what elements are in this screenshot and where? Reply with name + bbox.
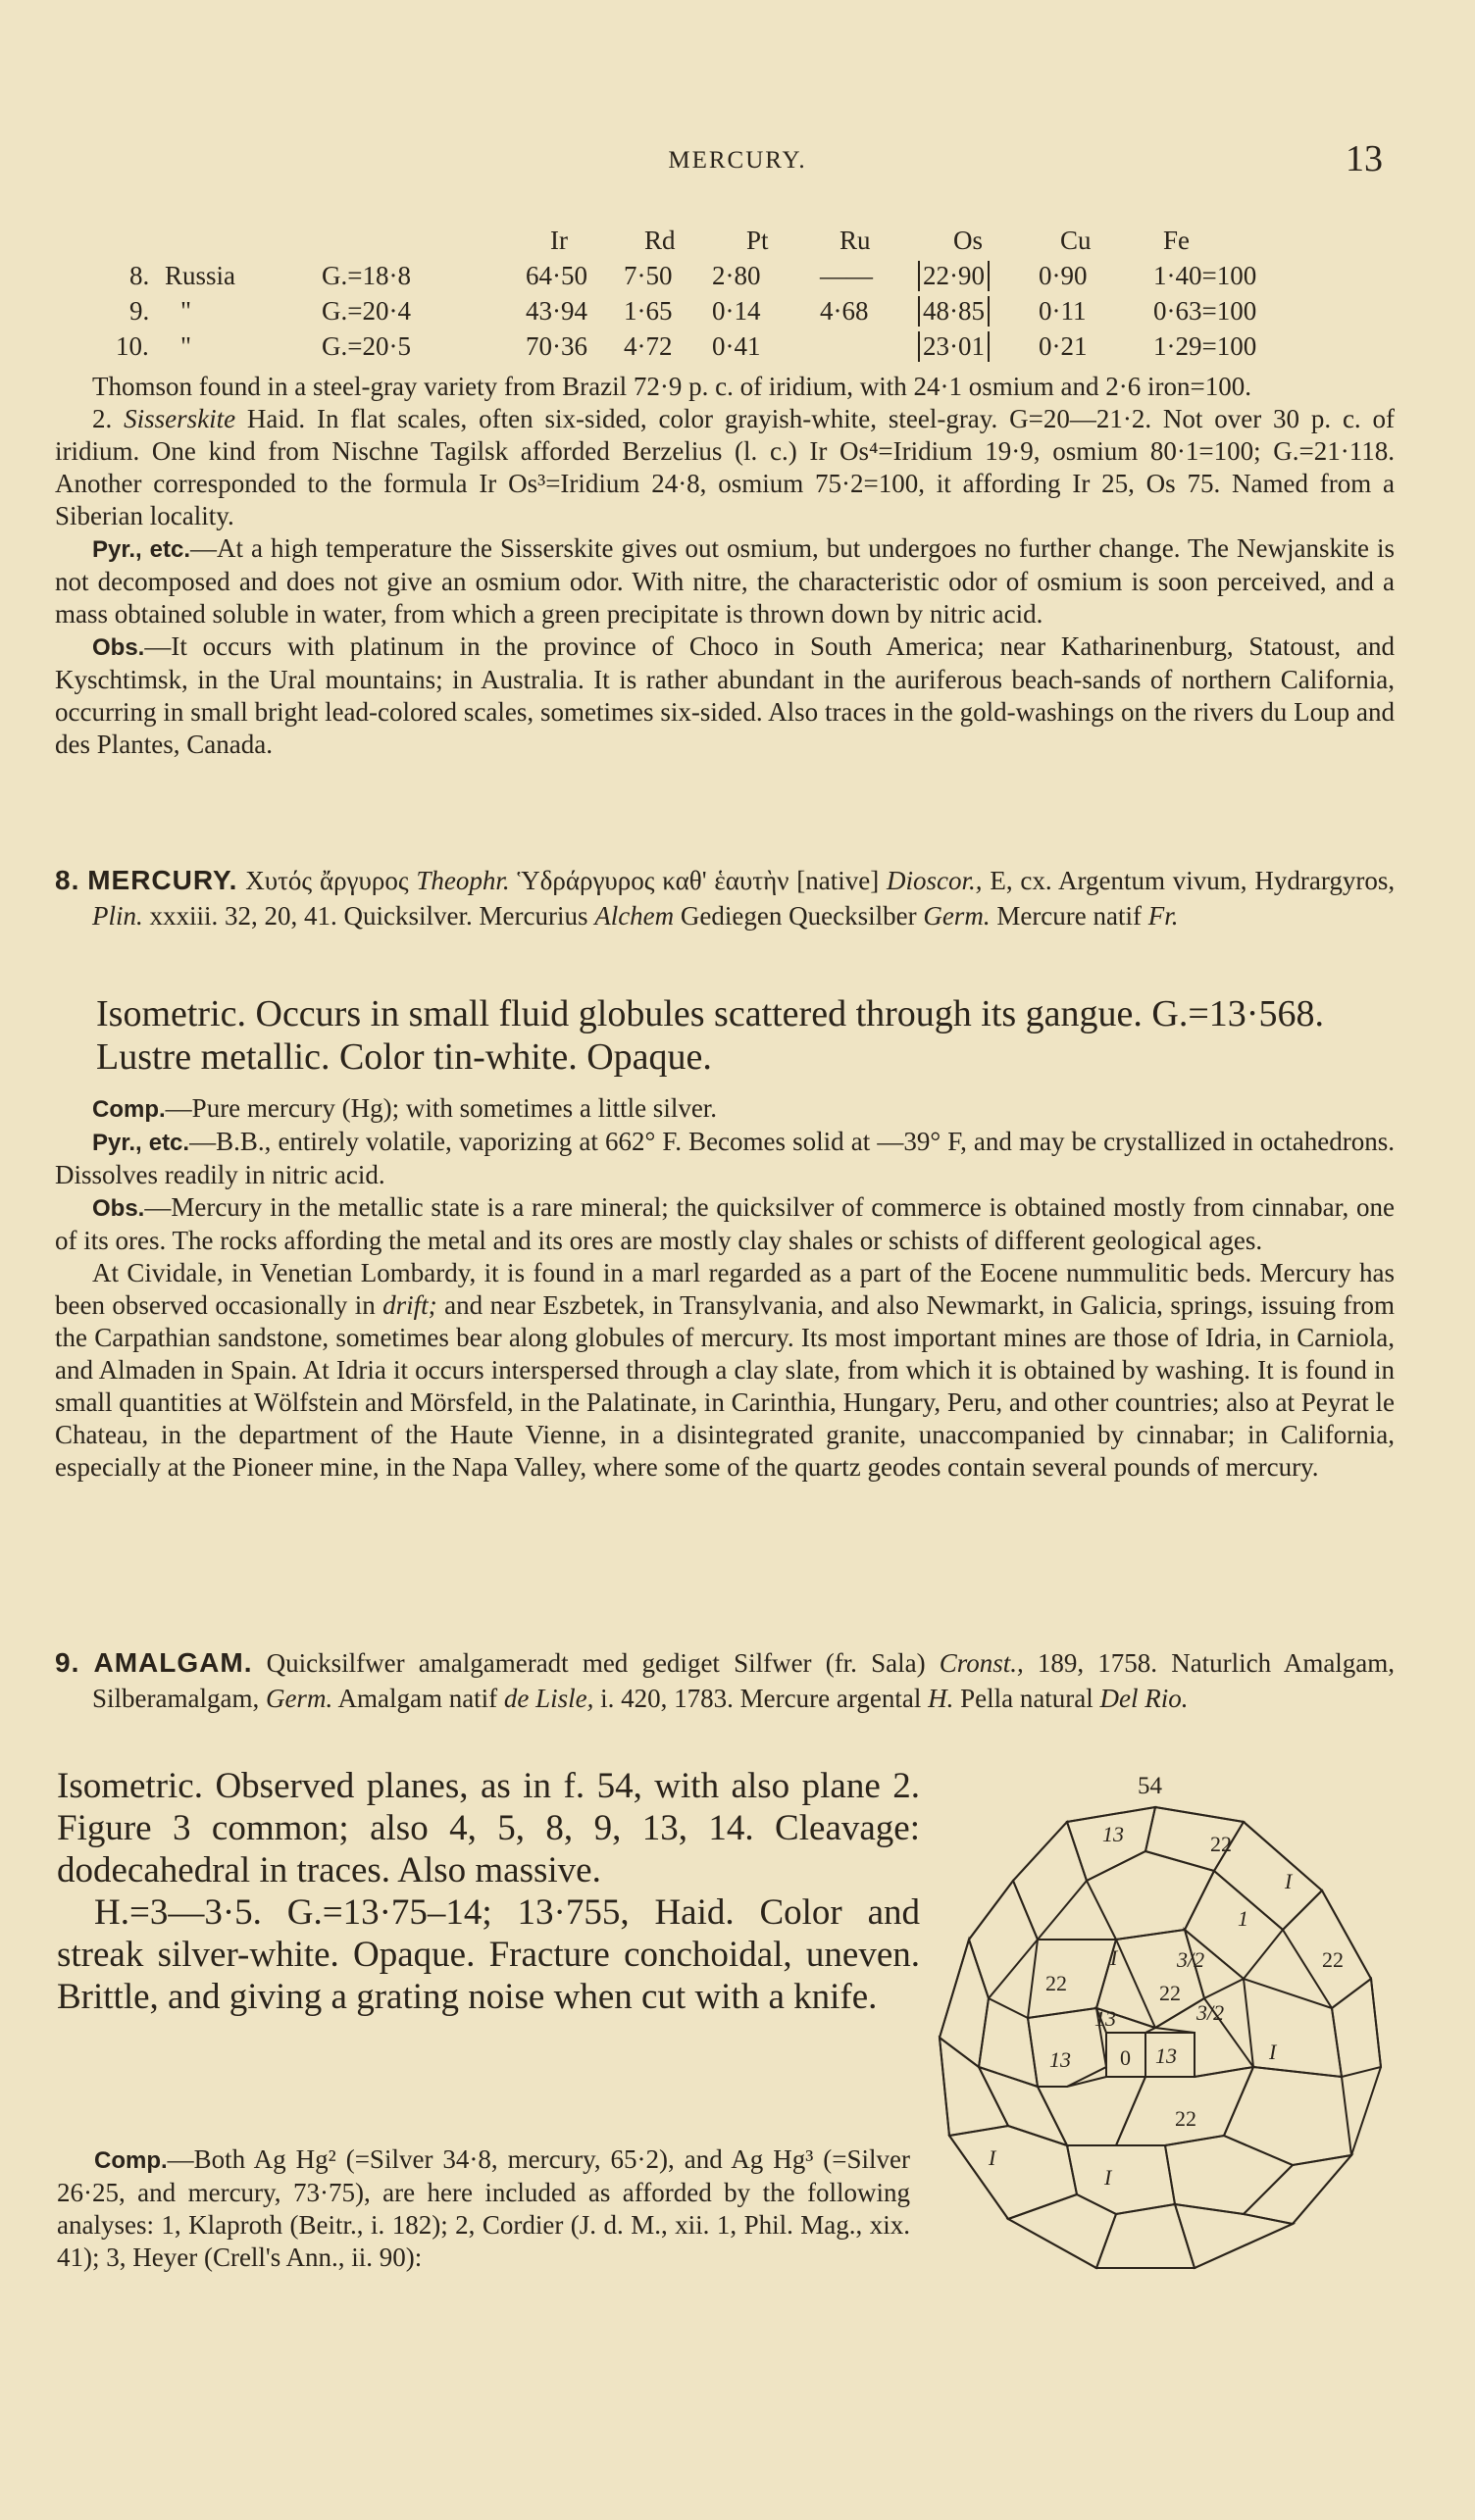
row-gravity: G.=18·8 (322, 261, 411, 290)
species-number: 8. (55, 865, 80, 895)
crystal-face (1013, 1822, 1087, 1940)
synonym-text: i. 420, 1783. Mercure argental (600, 1684, 922, 1713)
author-ref: Fr. (1147, 901, 1179, 931)
crystal-face (1165, 2136, 1293, 2214)
crystal-face (1175, 2204, 1293, 2268)
paragraph-pyr (55, 532, 1395, 630)
face-label: I (1110, 1945, 1118, 1970)
paragraph-pyr (55, 1126, 1395, 1191)
crystal-face (1224, 2067, 1351, 2165)
cell-os: 22·90 (918, 261, 990, 291)
col-fe: Fe (1163, 226, 1190, 255)
crystal-edge (940, 2038, 979, 2067)
analysis-table (94, 226, 1369, 367)
crystal-face (940, 2038, 1008, 2136)
crystal-face (1067, 2145, 1175, 2214)
crystal-face (1244, 1979, 1342, 2077)
author-ref: Alchem (594, 901, 675, 931)
section-label: Obs. (92, 634, 145, 661)
species-name: AMALGAM. (93, 1647, 253, 1678)
face-label: I (1104, 2165, 1112, 2190)
face-label: 1 (1238, 1906, 1248, 1931)
row-locality: Russia (165, 261, 236, 290)
face-label: I (1269, 2040, 1277, 2064)
paragraph-comp (55, 1092, 1395, 1126)
cell-pt: 0·41 (712, 331, 761, 361)
author-ref: Del Rio. (1099, 1684, 1189, 1713)
face-label: 22 (1322, 1947, 1344, 1972)
paragraph-text: —Mercury in the metallic state is a rare mineral; the quicksilver of commerce is obtained mostly from cinnabar, one of its ores. The rocks affording the metal and its ores are mostly clay shales or schists of different geological ages. (55, 1192, 1395, 1255)
synonym-text: Pella natural (960, 1684, 1094, 1713)
iridosmine-section (55, 371, 1395, 761)
author-ref: Plin. (92, 901, 143, 931)
paragraph-text: —It occurs with platinum in the province of Choco in South America; near Katharinenburg, Statoust, and Kyschtimsk, in the Ural mountains; in Australia. It is rather abundant in the auriferous beach-sands of northern California, occurring in small bright lead-colored scales, sometimes six-sided. Also traces in the gold-washings on the rivers du Loup and des Plantes, Canada. (55, 631, 1395, 759)
amalgam-properties: H.=3—3·5. G.=13·75–14; 13·755, Haid. Color and streak silver-white. Opaque. Fracture conchoidal, uneven. Brittle, and giving a grating noise when cut with a knife. (57, 1892, 920, 2017)
cell-ir: 64·50 (526, 261, 587, 290)
mercury-description: Isometric. Occurs in small fluid globules scattered through its gangue. G.=13·568. Lustre metallic. Color tin-white. Opaque. (96, 993, 1324, 1078)
face-label: 13 (1049, 2047, 1071, 2072)
author-ref: Dioscor., (887, 866, 983, 895)
section-label: Pyr., etc. (92, 1130, 190, 1156)
paragraph-obs (55, 1191, 1395, 1257)
paragraph-text: —Pure mercury (Hg); with sometimes a little silver. (165, 1093, 718, 1123)
cell-rd: 1·65 (624, 296, 673, 326)
face-label: 3/2 (1196, 2000, 1225, 2025)
face-label: I (1285, 1869, 1293, 1893)
paragraph-text: Haid. In flat scales, often six-sided, color grayish-white, steel-gray. G=20—21·2. Not over 30 p. c. of iridium. One kind from Nischne Tagilsk afforded Berzelius (l. c.) Ir Os⁴=Iridium 19·9, osmium 80·1=100; G.=21·118. Another corresponded to the formula Ir Os³=Iridium 24·8, osmium 75·2=100, it affording Ir 25, Os 75. Named from a Siberian locality. (55, 404, 1395, 530)
table-row (94, 331, 1369, 367)
cell-rd: 4·72 (624, 331, 673, 361)
cell-cu: 0·21 (1039, 331, 1088, 361)
col-pt: Pt (746, 226, 769, 255)
col-rd: Rd (644, 226, 676, 255)
col-cu: Cu (1060, 226, 1092, 255)
paragraph-text: and near Eszbetek, in Transylvania, and also Newmarkt, in Galicia, springs, issuing from the Carpathian sandstone, sometimes bear along globules of mercury. Its most important mines are those of Idria, in Carniola, and Almaden in Spain. At Idria it occurs interspersed through a clay slate, from which it is obtained by washing. It is found in small quantities at Wölfstein and Mörsfeld, in the Palatinate, in Carinthia, Hungary, Peru, and other countries; also at Peyrat le Chateau, in the department of the Haute Vienne, in a disintegrated granite, unaccompanied by cinnabar; in California, especially at the Pioneer mine, in the Napa Valley, where some of the quartz geodes contain several pounds of mercury. (55, 1290, 1396, 1482)
crystal-figure-54 (920, 1773, 1410, 2283)
row-locality: " (180, 331, 192, 361)
amalgam-composition (57, 2143, 910, 2274)
section-label: Comp. (94, 2147, 168, 2174)
section-label: Pyr., etc. (92, 536, 190, 563)
author-ref: Theophr. (416, 866, 510, 895)
face-label: 22 (1045, 1971, 1067, 1995)
col-ru: Ru (839, 226, 871, 255)
item-number: 2. (92, 404, 113, 433)
face-label: 13 (1155, 2043, 1177, 2068)
page-number: 13 (1346, 138, 1383, 179)
paragraph-comp (57, 2143, 910, 2274)
synonym-text: Amalgam natif (337, 1684, 498, 1713)
synonym-text: Quicksilfwer amalgameradt med gediget Silfwer (fr. Sala) (266, 1648, 926, 1678)
cell-cu: 0·90 (1039, 261, 1088, 290)
author-ref: Germ. (923, 901, 991, 931)
crystal-face (1087, 1851, 1214, 1940)
cell-ru: —— (820, 261, 873, 290)
cell-pt: 2·80 (712, 261, 761, 290)
author-ref: de Lisle, (503, 1684, 594, 1713)
col-os: Os (953, 226, 984, 255)
table-row (94, 261, 1369, 296)
synonymy (55, 863, 1395, 933)
section-label: Comp. (92, 1096, 166, 1123)
cell-fe: 1·40=100 (1153, 261, 1257, 290)
face-label: 0 (1120, 2045, 1131, 2070)
face-label: 22 (1159, 1981, 1181, 2005)
row-locality: " (180, 296, 192, 326)
cell-ru: 4·68 (820, 296, 869, 326)
crystal-face (1332, 1979, 1381, 2077)
synonym-text: 189, 1758. Naturlich Amalgam, Silberamalgam, (92, 1648, 1396, 1713)
col-ir: Ir (550, 226, 568, 255)
cell-ir: 43·94 (526, 296, 587, 326)
face-label: 13 (1094, 2006, 1116, 2031)
cell-os: 23·01 (918, 331, 990, 362)
face-label: I (989, 2145, 996, 2170)
paragraph-thomson: Thomson found in a steel-gray variety from Brazil 72·9 p. c. of iridium, with 24·1 osmium and 2·6 iron=100. (92, 372, 1252, 401)
table-header-row (94, 226, 1369, 261)
synonym-text: xxxiii. 32, 20, 41. Quicksilver. Mercurius (149, 901, 588, 931)
crystal-face (1096, 2204, 1195, 2268)
amalgam-crystallography: Isometric. Observed planes, as in f. 54, with also plane 2. Figure 3 common; also 4, 5, 8, 9, 13, 14. Cleavage: dodecahedral in traces. Also massive. (57, 1766, 920, 1890)
cell-ir: 70·36 (526, 331, 587, 361)
running-title: MERCURY. (668, 147, 807, 174)
row-num: 8. (129, 261, 150, 290)
cell-os: 48·85 (918, 296, 990, 327)
face-label: 13 (1102, 1822, 1124, 1846)
amalgam-heading (55, 1645, 1395, 1716)
synonym-text: Gediegen Quecksilber (680, 901, 917, 931)
row-num: 9. (129, 296, 150, 326)
paragraph-sisserskite (55, 403, 1395, 532)
species-name: MERCURY. (87, 865, 238, 895)
amalgam-description (57, 1765, 920, 2018)
species-number: 9. (55, 1647, 80, 1678)
crystal-face (1244, 2155, 1351, 2224)
figure-number: 54 (1138, 1773, 1162, 1799)
cell-rd: 7·50 (624, 261, 673, 290)
cell-fe: 0·63=100 (1153, 296, 1257, 326)
crystal-face (979, 2067, 1067, 2145)
emphasis: drift; (382, 1290, 437, 1320)
author-ref: Germ. (265, 1684, 333, 1713)
face-label: 3/2 (1177, 1947, 1205, 1972)
synonym-text: E, cx. Argentum vivum, Hydrargyros, (990, 866, 1396, 895)
paragraph-localities (55, 1257, 1395, 1484)
row-gravity: G.=20·5 (322, 331, 411, 361)
crystal-face (969, 1881, 1038, 1998)
crystal-face (949, 2126, 1077, 2219)
mercury-heading (55, 863, 1395, 933)
native-note: [native] (796, 866, 880, 895)
mineral-name: Sisserskite (124, 404, 236, 433)
face-label: 22 (1175, 2106, 1196, 2131)
section-label: Obs. (92, 1195, 145, 1222)
crystal-face (1038, 2077, 1145, 2145)
face-label: 22 (1210, 1832, 1232, 1856)
table-row (94, 296, 1369, 331)
author-ref: H. (928, 1684, 954, 1713)
cell-cu: 0·11 (1039, 296, 1087, 326)
synonym-text: Mercure natif (996, 901, 1142, 931)
cell-pt: 0·14 (712, 296, 761, 326)
paragraph-text: —B.B., entirely volatile, vaporizing at 662° F. Becomes solid at —39° F, and may be crystallized in octahedrons. Dissolves readily in nitric acid. (55, 1127, 1395, 1189)
mercury-body (55, 1092, 1395, 1484)
row-num: 10. (116, 331, 149, 361)
author-ref: Cronst., (939, 1648, 1024, 1678)
crystal-edge (1116, 1940, 1155, 2028)
paragraph-text: —Both Ag Hg² (=Silver 34·8, mercury, 65·2), and Ag Hg³ (=Silver 26·25, and mercury, 73·75), are here included as afforded by the following analyses: 1, Klaproth (Beitr., i. 182); 2, Cordier (J. d. M., xii. 1, Phil. Mag., xix. 41); 3, Heyer (Crell's Ann., ii. 90): (57, 2144, 910, 2272)
row-gravity: G.=20·4 (322, 296, 411, 326)
synonymy (55, 1645, 1395, 1716)
paragraph-text: —At a high temperature the Sisserskite gives out osmium, but undergoes no further change. The Newjanskite is not decomposed and does not give an osmium odor. With nitre, the characteristic odor of osmium is soon perceived, and a mass obtained soluble in water, from which a green precipitate is thrown down by nitric acid. (55, 533, 1395, 629)
greek-name: Χυτός ἄργυρος (245, 866, 409, 895)
paragraph-obs (55, 630, 1395, 761)
paragraph-text: At Cividale, in Venetian Lombardy, it is found in a marl regarded as a part of the Eocene nummulitic beds. Mercury has been observed occasionally in (55, 1258, 1395, 1320)
greek-name: Ὑδράργυρος καθ' ἑαυτὴν (517, 866, 789, 895)
cell-fe: 1·29=100 (1153, 331, 1257, 361)
